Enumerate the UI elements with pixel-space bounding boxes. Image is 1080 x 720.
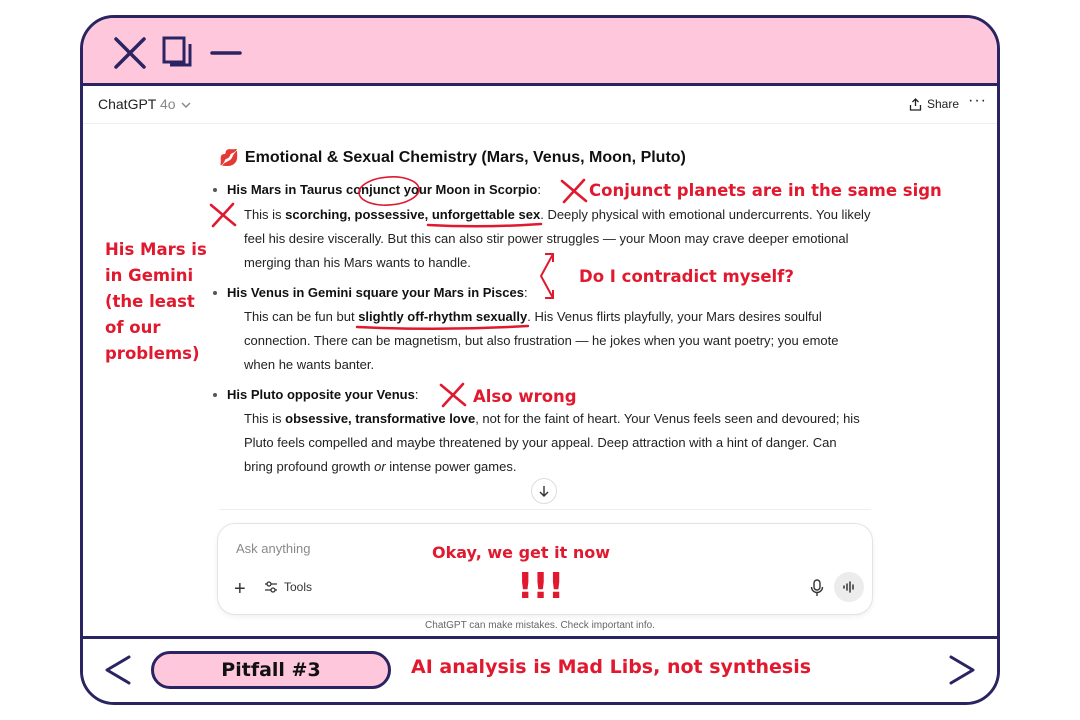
annotation-exclaim: !!! <box>517 566 564 607</box>
text: . Deeply physical with emotional undercurrents. You likely <box>540 207 871 222</box>
italic-text: or <box>374 459 386 474</box>
share-label: Share <box>926 97 959 111</box>
bold-text: scorching, possessive, <box>285 207 432 222</box>
disclaimer-text: ChatGPT can make mistakes. Check important info. <box>425 620 655 631</box>
slide-frame <box>80 15 1000 705</box>
annotation-line: His Mars is <box>105 240 207 259</box>
underlined-bold-text: slightly off-rhythm sexually <box>358 309 528 324</box>
more-options-button[interactable]: ··· <box>968 92 987 109</box>
x-mark-icon <box>211 204 235 226</box>
section-title: Emotional & Sexual Chemistry (Mars, Venus, Moon, Pluto) <box>244 149 686 166</box>
model-version: 4o <box>160 96 176 112</box>
heading-text: His Mars in Taurus <box>227 182 346 197</box>
lips-emoji-icon: 💋 <box>219 150 239 167</box>
annotation-line: in Gemini <box>105 266 194 285</box>
heading-colon: : <box>523 285 528 300</box>
annotation-conjunct: Conjunct planets are in the same sign <box>589 181 942 200</box>
text: This is <box>244 411 286 426</box>
circle-mark <box>358 175 420 207</box>
text: , not for the faint of heart. Your Venus feels seen and devoured; his <box>475 411 860 426</box>
text-line: feel his desire viscerally. But this can also stir power struggles — your Moon may crave deeper emotional <box>244 231 849 246</box>
text-line: Pluto feels compelled and maybe threatened by your appeal. Deep attraction with a hint of danger. Can <box>244 435 837 450</box>
bold-text: obsessive, transformative love <box>285 411 476 426</box>
slide-footer <box>83 636 997 702</box>
text: This is <box>244 207 286 222</box>
heading-colon: : <box>537 182 541 197</box>
bracket-arrow <box>541 254 553 298</box>
text: intense power games. <box>385 459 517 474</box>
annotation-okay: Okay, we get it now <box>432 543 610 562</box>
text: . His Venus flirts playfully, your Mars desires soulful <box>527 309 822 324</box>
tools-label: Tools <box>284 580 313 594</box>
chat-message <box>83 18 997 702</box>
heading-text: His Venus in Gemini square your Mars in Pisces <box>227 285 524 300</box>
text: bring profound growth <box>244 459 375 474</box>
text-line: connection. There can be magnetism, but also frustration — he jokes when you want poetry; you emote <box>244 333 839 348</box>
annotation-mars-gemini <box>105 237 207 367</box>
x-mark-icon <box>441 384 465 406</box>
underline-mark <box>357 326 528 329</box>
text-line: merging than his Mars wants to handle. <box>244 255 471 270</box>
plus-icon[interactable]: + <box>234 578 246 600</box>
underlined-bold-text: unforgettable sex <box>431 207 541 222</box>
footer-tagline: AI analysis is Mad Libs, not synthesis <box>411 656 812 678</box>
annotation-contradict: Do I contradict myself? <box>579 267 794 286</box>
x-mark-icon <box>562 180 586 202</box>
pitfall-badge: Pitfall #3 <box>151 651 391 689</box>
annotation-line: problems) <box>105 344 200 363</box>
annotation-line: (the least <box>105 292 195 311</box>
chevron-right-icon[interactable] <box>945 653 979 687</box>
circled-word: conjunct <box>345 182 401 197</box>
heading-text: His Pluto opposite your Venus <box>227 387 415 402</box>
chevron-left-icon[interactable] <box>101 653 135 687</box>
underline-mark <box>428 224 541 226</box>
text-line: when he wants banter. <box>244 357 375 372</box>
annotation-line: of our <box>105 318 161 337</box>
heading-colon: : <box>414 387 419 402</box>
text: This can be fun but <box>244 309 359 324</box>
annotation-also-wrong: Also wrong <box>473 387 577 406</box>
heading-text: your Moon in Scorpio <box>400 182 538 197</box>
model-name: ChatGPT <box>98 96 157 112</box>
prompt-input[interactable]: Ask anything <box>236 541 311 556</box>
